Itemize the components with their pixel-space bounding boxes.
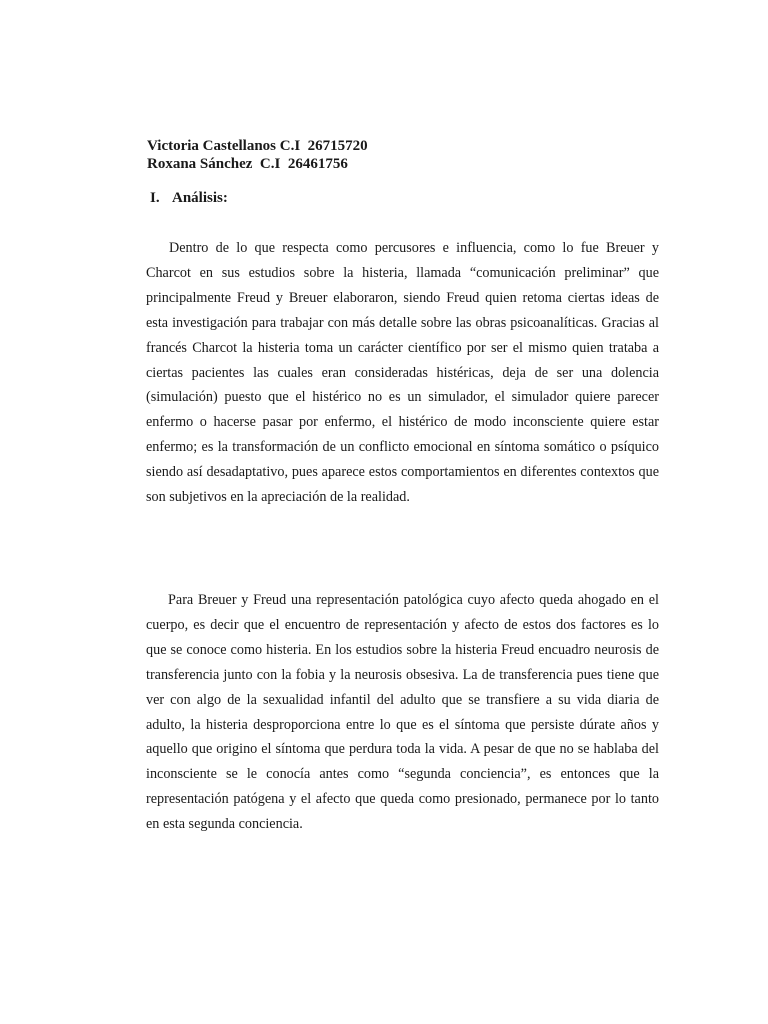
author-line: Roxana Sánchez C.I 26461756 xyxy=(147,156,348,172)
author-line: Victoria Castellanos C.I 26715720 xyxy=(147,138,368,154)
section-title: Análisis: xyxy=(172,190,228,206)
author-block xyxy=(147,137,667,173)
section-number: I. xyxy=(150,190,160,206)
section-heading xyxy=(150,189,228,207)
body-paragraph: Para Breuer y Freud una representación patológica cuyo afecto queda ahogado en el cuerpo, es decir que el encuentro de representación y afecto de estos dos factores es lo que se conoce como histeria. En los estudios sobre la histeria Freud encuadro neurosis de transferencia junto con la fobia y la neurosis obsesiva. La de transferencia pues tiene que ver con algo de la sexualidad infantil del adulto que se transfiere a su vida diaria de adulto, la histeria desproporciona entre lo que es el síntoma que persiste dúrate años y aquello que origino el síntoma que perdura toda la vida. A pesar de que no se hablaba del inconsciente se le conocía antes como “segunda conciencia”, es entonces que la representación patógena y el afecto que queda como presionado, permanece por lo tanto en esta segunda conciencia. xyxy=(146,592,659,833)
body-paragraph: Dentro de lo que respecta como percusores e influencia, como lo fue Breuer y Charcot en sus estudios sobre la histeria, llamada “comunicación preliminar” que principalmente Freud y Breuer elaboraron, siendo Freud quien retoma ciertas ideas de esta investigación para trabajar con más detalle sobre las obras psicoanalíticas. Gracias al francés Charcot la histeria toma un carácter científico por ser el mismo quien trataba a ciertas pacientes las cuales eran consideradas histéricas, deja de ser una dolencia (simulación) puesto que el histérico no es un simulador, el simulador quiere parecer enfermo o hacerse pasar por enfermo, el histérico de modo inconsciente quiere estar enfermo; es la transformación de un conflicto emocional en síntoma somático o psíquico siendo así desadaptativo, pues aparece estos comportamientos en diferentes contextos que son subjetivos en la apreciación de la realidad. xyxy=(146,240,659,506)
